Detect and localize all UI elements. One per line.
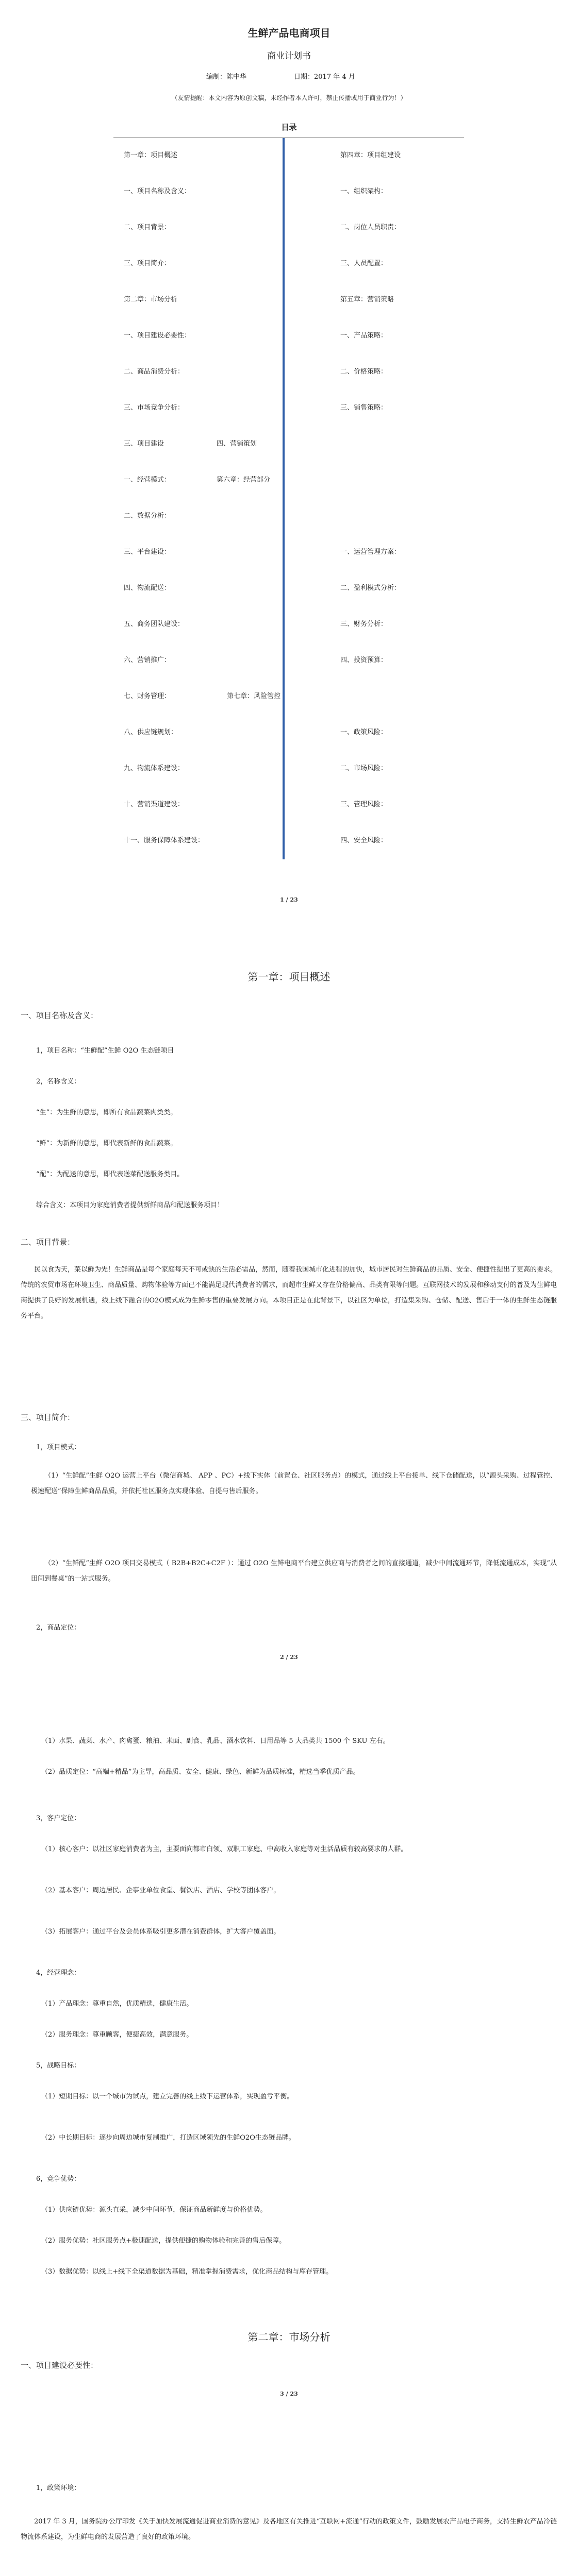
toc-item[interactable]: 十、营销渠道建设： [124,801,185,808]
toc-item[interactable]: 二、数据分析： [124,512,171,520]
toc-divider [113,137,464,138]
list-item: 1，项目模式： [36,1444,81,1451]
toc-item[interactable]: 四、物流配送： [124,584,171,592]
toc-item[interactable]: 十一、服务保障体系建设： [124,837,205,844]
toc-center-line [283,138,285,859]
copyright-notice: （友情提醒：本文内容为原创文稿，未经作者本人许可，禁止传播或用于商业行为！） [171,94,407,101]
author-line: 编制：陈中华 [206,73,247,81]
list-item: （1）水果、蔬菜、水产、肉禽蛋、粮油、米面、副食、乳品、酒水饮料、日用品等 5 大品类共 1500 个 SKU 左右。 [41,1737,390,1745]
toc-item[interactable]: 一、项目名称及含义： [124,188,191,195]
list-item: （1）核心客户：以社区家庭消费者为主，主要面向都市白领、双职工家庭、中高收入家庭等对生活品质有较高要求的人群。 [41,1845,408,1853]
list-item: “生”：为生鲜的意思，即所有食品蔬菜肉类类。 [36,1109,177,1116]
toc-item[interactable]: 一、运营管理方案： [340,548,401,556]
toc-item[interactable]: 三、平台建设： [124,548,171,556]
toc-item[interactable]: 三、财务分析： [340,620,388,628]
list-item: 4，经营理念： [36,1969,81,1977]
list-item: 2，名称含义： [36,1078,81,1086]
toc-item[interactable]: 第二章：市场分析 [124,296,178,303]
toc-title: 目录 [281,123,297,132]
date-line: 日期：2017 年 4 月 [294,73,355,81]
toc-item[interactable]: 三、项目建设 [124,440,164,448]
toc-item[interactable]: 九、物流体系建设： [124,765,185,772]
toc-item[interactable]: 第一章：项目概述 [124,151,178,159]
list-item: （1）产品理念：尊重自然，优质精选，健康生活。 [41,2000,193,2008]
paragraph: 2017 年 3 月，国务院办公厅印发《关于加快发展流通促进商业消费的意见》及各地区有关推进“互联网+流通”行动的政策文件，鼓励发展农产品电子商务，支持生鲜农产品冷链物流体系建设，为生鲜电商的发展营造了良好的政策环境。 [21,2518,557,2541]
toc-item[interactable]: 三、市场竞争分析： [124,404,185,412]
cover-subtitle: 商业计划书 [267,51,311,61]
section-heading: 一、项目名称及含义： [21,1011,98,1020]
list-item: （3）数据优势：以线上+线下全渠道数据为基础，精准掌握消费需求，优化商品结构与库存管理。 [41,2268,333,2276]
toc-item[interactable]: 六、营销推广： [124,656,171,664]
toc-item[interactable]: 一、政策风险： [340,728,388,736]
list-item: “配”：为配送的意思，即代表送菜配送服务类目。 [36,1171,184,1178]
paragraph: 民以食为天，菜以鲜为先！生鲜商品是每个家庭每天不可或缺的生活必需品，然而，随着我国城市化进程的加快，城市居民对生鲜商品的品质、安全、便捷性提出了更高的要求。传统的农贸市场在环境卫生、商品质量、购物体验等方面已不能满足现代消费者的需求，而超市生鲜又存在价格偏高、品类有限等问题。互联网技术的发展和移动支付的普及为生鲜电商提供了良好的发展机遇，线上线下融合的O2O模式成为生鲜零售的重要发展方向。本项目正是在此背景下，以社区为单位，打造集采购、仓储、配送、售后于一体的生鲜生态链服务平台。 [21,1266,557,1320]
page-number: 1 / 23 [280,896,298,903]
list-item: （2）品质定位：“高端+精品”为主导，高品质、安全、健康、绿色、新鲜为品质标准，精选当季优质产品。 [41,1768,360,1776]
section-heading: 三、项目简介： [21,1413,75,1422]
list-item: “鲜”：为新鲜的意思，即代表新鲜的食品蔬菜。 [36,1140,177,1147]
page-number: 2 / 23 [280,1654,298,1660]
toc-item[interactable]: 第五章：营销策略 [340,296,394,303]
chapter-title: 第一章：项目概述 [247,971,331,983]
page-number: 3 / 23 [280,2391,298,2397]
toc-item[interactable]: 五、商务团队建设： [124,620,185,628]
toc-item[interactable]: 第六章：经营部分 [217,476,271,484]
list-item: 1，项目名称：“生鲜配”生鲜 O2O 生态链项目 [36,1047,174,1055]
list-item: （2）基本客户：周边居民、企事业单位食堂、餐饮店、酒店、学校等团体客户。 [41,1887,280,1894]
toc-item[interactable]: 一、组织架构： [340,188,388,195]
toc-item[interactable]: 二、商品消费分析： [124,368,185,376]
section-heading: 一、项目建设必要性： [21,2361,98,2370]
list-item: （2）服务理念：尊重顾客，便捷高效，满意服务。 [41,2031,193,2039]
paragraph: （2）“生鲜配”生鲜 O2O 项目交易模式（ B2B+B2C+C2F ）：通过 O2O 生鲜电商平台建立供应商与消费者之间的直接通道，减少中间流通环节，降低流通成本，实现“从田间到餐桌”的一站式服务。 [31,1560,557,1583]
toc-item[interactable]: 二、价格策略： [340,368,388,376]
list-item: 5，战略目标： [36,2062,81,2070]
toc-item[interactable]: 第七章：风险管控 [227,692,281,700]
toc-item[interactable]: 二、市场风险： [340,765,388,772]
list-item: 2，商品定位： [36,1624,81,1632]
toc-item[interactable]: 四、安全风险： [340,837,388,844]
paragraph: （1）“生鲜配”生鲜 O2O 运营上平台（微信商城、 APP 、PC）+线下实体（前置仓、社区服务点）的模式，通过线上平台接单、线下仓储配送，以“源头采购、过程管控、极速配送”保障生鲜商品品质，并依托社区服务点实现体验、自提与售后服务。 [31,1472,557,1495]
cover-title: 生鲜产品电商项目 [247,27,331,39]
toc-item[interactable]: 八、供应链规划： [124,728,178,736]
toc-item[interactable]: 一、产品策略： [340,332,388,340]
toc-item[interactable]: 四、投资预算： [340,656,388,664]
toc-item[interactable]: 三、销售策略： [340,404,388,412]
list-item: （1）供应链优势：源头直采，减少中间环节，保证商品新鲜度与价格优势。 [41,2206,267,2214]
toc-item[interactable]: 三、人员配置： [340,260,388,267]
toc-item[interactable]: 二、岗位人员职责： [340,224,401,231]
toc-item[interactable]: 四、营销策划 [217,440,257,448]
section-heading: 二、项目背景： [21,1238,75,1247]
list-item: 1，政策环境： [36,2484,81,2492]
chapter-title: 第二章：市场分析 [247,2331,331,2343]
list-item: （3）拓展客户：通过平台及会员体系吸引更多潜在消费群体，扩大客户覆盖面。 [41,1928,280,1936]
list-item: （2）中长期目标：逐步向周边城市复制推广，打造区域领先的生鲜O2O生态链品牌。 [41,2134,295,2142]
toc-item[interactable]: 二、项目背景： [124,224,171,231]
list-item: （2）服务优势：社区服务点+极速配送，提供便捷的购物体验和完善的售后保障。 [41,2237,286,2245]
toc-item[interactable]: 第四章：项目组建设 [340,151,401,159]
toc-item[interactable]: 七、财务管理： [124,692,171,700]
list-item: 3，客户定位： [36,1815,81,1822]
list-item: （1）短期目标：以一个城市为试点，建立完善的线上线下运营体系，实现盈亏平衡。 [41,2093,294,2100]
toc-item[interactable]: 一、经营模式： [124,476,171,484]
toc-item[interactable]: 一、项目建设必要性： [124,332,191,340]
list-item: 综合含义：本项目为家庭消费者提供新鲜商品和配送服务项目！ [36,1201,224,1209]
toc-item[interactable]: 二、盈利模式分析： [340,584,401,592]
toc-item[interactable]: 三、项目简介： [124,260,171,267]
toc-item[interactable]: 三、管理风险： [340,801,388,808]
list-item: 6，竞争优势： [36,2175,81,2183]
